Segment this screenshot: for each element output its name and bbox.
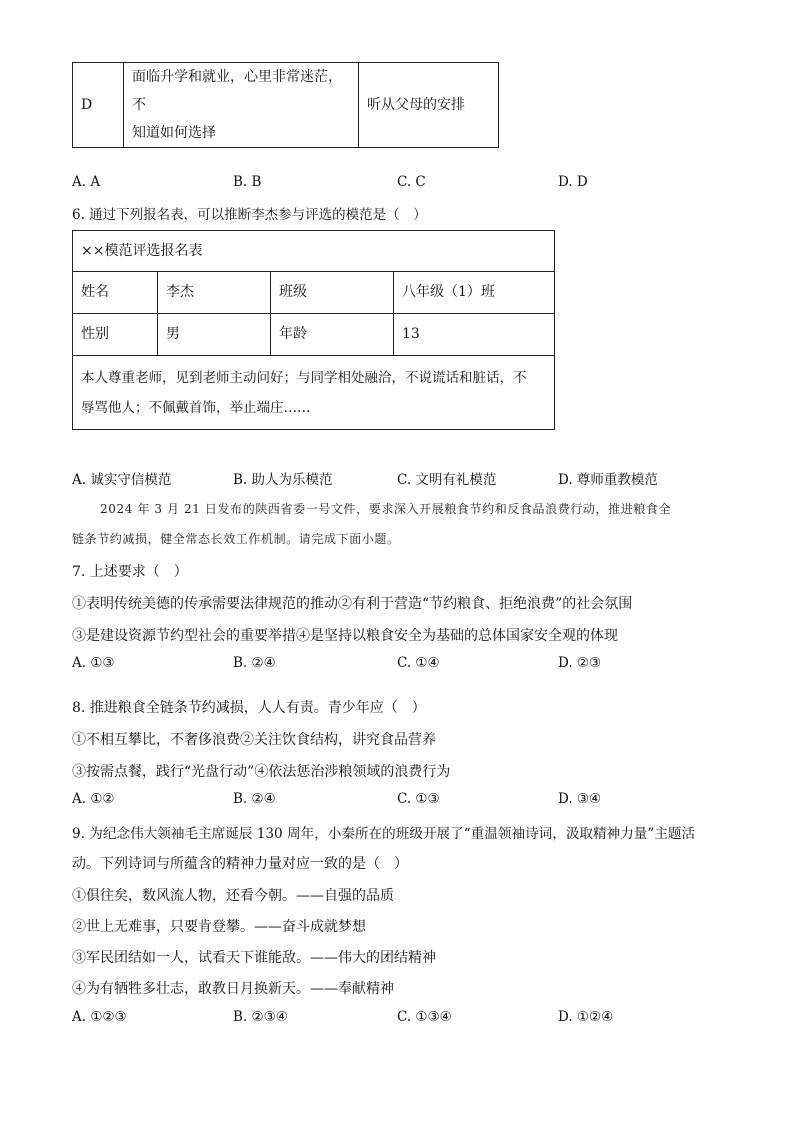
q6-option-b[interactable]: B. 助人为乐模范: [233, 472, 333, 488]
q9-option-b[interactable]: B. ②③④: [233, 1009, 288, 1025]
q8-stem: 8. 推进粮食全链条节约减损，人人有责。青少年应（ ）: [72, 700, 426, 716]
q5-table-row-d: [72, 62, 499, 148]
q8-option-c[interactable]: C. ①③: [397, 791, 440, 807]
q9-stem-line2: 动。下列诗词与所蕴含的精神力量对应一致的是（ ）: [72, 856, 408, 872]
q7-option-a[interactable]: A. ①③: [72, 655, 115, 671]
q9-item-1: ①俱往矣，数风流人物，还看今朝。——自强的品质: [72, 888, 394, 904]
q7-statement-line2: ③是建设资源节约型社会的重要举措④是坚持以粮食安全为基础的总体国家安全观的体现: [72, 628, 618, 644]
q6-registration-form: [72, 230, 555, 430]
row-d-situation: [124, 63, 359, 148]
form-age-value: 13: [394, 314, 555, 356]
q9-item-2: ②世上无难事，只要肯登攀。——奋斗成就梦想: [72, 919, 366, 935]
form-age-label: 年龄: [271, 314, 394, 356]
q9-options: [72, 1009, 712, 1029]
q8-option-d[interactable]: D. ③④: [558, 791, 602, 807]
q7-statement-line1: ①表明传统美德的传承需要法律规范的推动②有利于营造“节约粮食、拒绝浪费”的社会氛围: [72, 596, 633, 612]
q5-option-a[interactable]: A. A: [72, 174, 101, 190]
q6-options: [72, 468, 712, 488]
q7-options: [72, 655, 712, 675]
form-gender-value: 男: [158, 314, 271, 356]
q6-stem: 6. 通过下列报名表，可以推断李杰参与评选的模范是（ ）: [72, 207, 427, 223]
form-remarks-line1: 本人尊重老师，见到老师主动问好；与同学相处融洽，不说谎话和脏话，不: [81, 369, 527, 386]
q5-option-b[interactable]: B. B: [233, 174, 262, 190]
q8-statement-line1: ①不相互攀比，不奢侈浪费②关注饮食结构，讲究食品营养: [72, 732, 436, 748]
q8-options: [72, 791, 712, 811]
row-d-situation-line2: 知道如何选择: [132, 125, 216, 141]
q9-option-d[interactable]: D. ①②④: [558, 1009, 614, 1025]
q7-option-c[interactable]: C. ①④: [397, 655, 440, 671]
q7-option-b[interactable]: B. ②④: [233, 655, 276, 671]
material-line1: 2024 年 3 月 21 日发布的陕西省委一号文件，要求深入开展粮食节约和反食品浪费行动，推进粮食全: [100, 502, 672, 516]
form-remarks-line2: 辱骂他人；不佩戴首饰，举止端庄……: [81, 399, 311, 416]
q9-option-a[interactable]: A. ①②③: [72, 1009, 127, 1025]
q6-option-d[interactable]: D. 尊师重教模范: [558, 472, 658, 488]
q9-option-c[interactable]: C. ①③④: [397, 1009, 452, 1025]
q7-stem: 7. 上述要求（ ）: [72, 564, 188, 580]
row-d-label: D: [73, 63, 124, 148]
q5-option-c[interactable]: C. C: [397, 174, 426, 190]
q8-statement-line2: ③按需点餐，践行“光盘行动”④依法惩治涉粮领域的浪费行为: [72, 764, 451, 780]
q6-option-a[interactable]: A. 诚实守信模范: [72, 472, 172, 488]
q9-item-3: ③军民团结如一人，试看天下谁能敌。——伟大的团结精神: [72, 950, 436, 966]
q5-option-d[interactable]: D. D: [558, 174, 588, 190]
q9-item-4: ④为有牺牲多壮志，敢教日月换新天。——奉献精神: [72, 981, 394, 997]
form-class-label: 班级: [271, 272, 394, 314]
form-remarks: [73, 356, 555, 430]
form-name-value: 李杰: [158, 272, 271, 314]
form-title: ××模范评选报名表: [73, 231, 555, 272]
q9-stem-line1: 9. 为纪念伟大领袖毛主席诞辰 130 周年，小秦所在的班级开展了“重温领袖诗词，汲取精神力量”主题活: [72, 826, 696, 842]
q8-option-b[interactable]: B. ②④: [233, 791, 276, 807]
material-line2: 链条节约减损，健全常态长效工作机制。请完成下面小题。: [72, 532, 400, 546]
form-gender-label: 性别: [73, 314, 158, 356]
q5-options: [72, 174, 712, 194]
q7-option-d[interactable]: D. ②③: [558, 655, 602, 671]
q8-option-a[interactable]: A. ①②: [72, 791, 115, 807]
q6-option-c[interactable]: C. 文明有礼模范: [397, 472, 497, 488]
row-d-action: 听从父母的安排: [359, 63, 499, 148]
row-d-situation-line1: 面临升学和就业，心里非常迷茫，不: [132, 69, 342, 113]
form-name-label: 姓名: [73, 272, 158, 314]
form-class-value: 八年级（1）班: [394, 272, 555, 314]
